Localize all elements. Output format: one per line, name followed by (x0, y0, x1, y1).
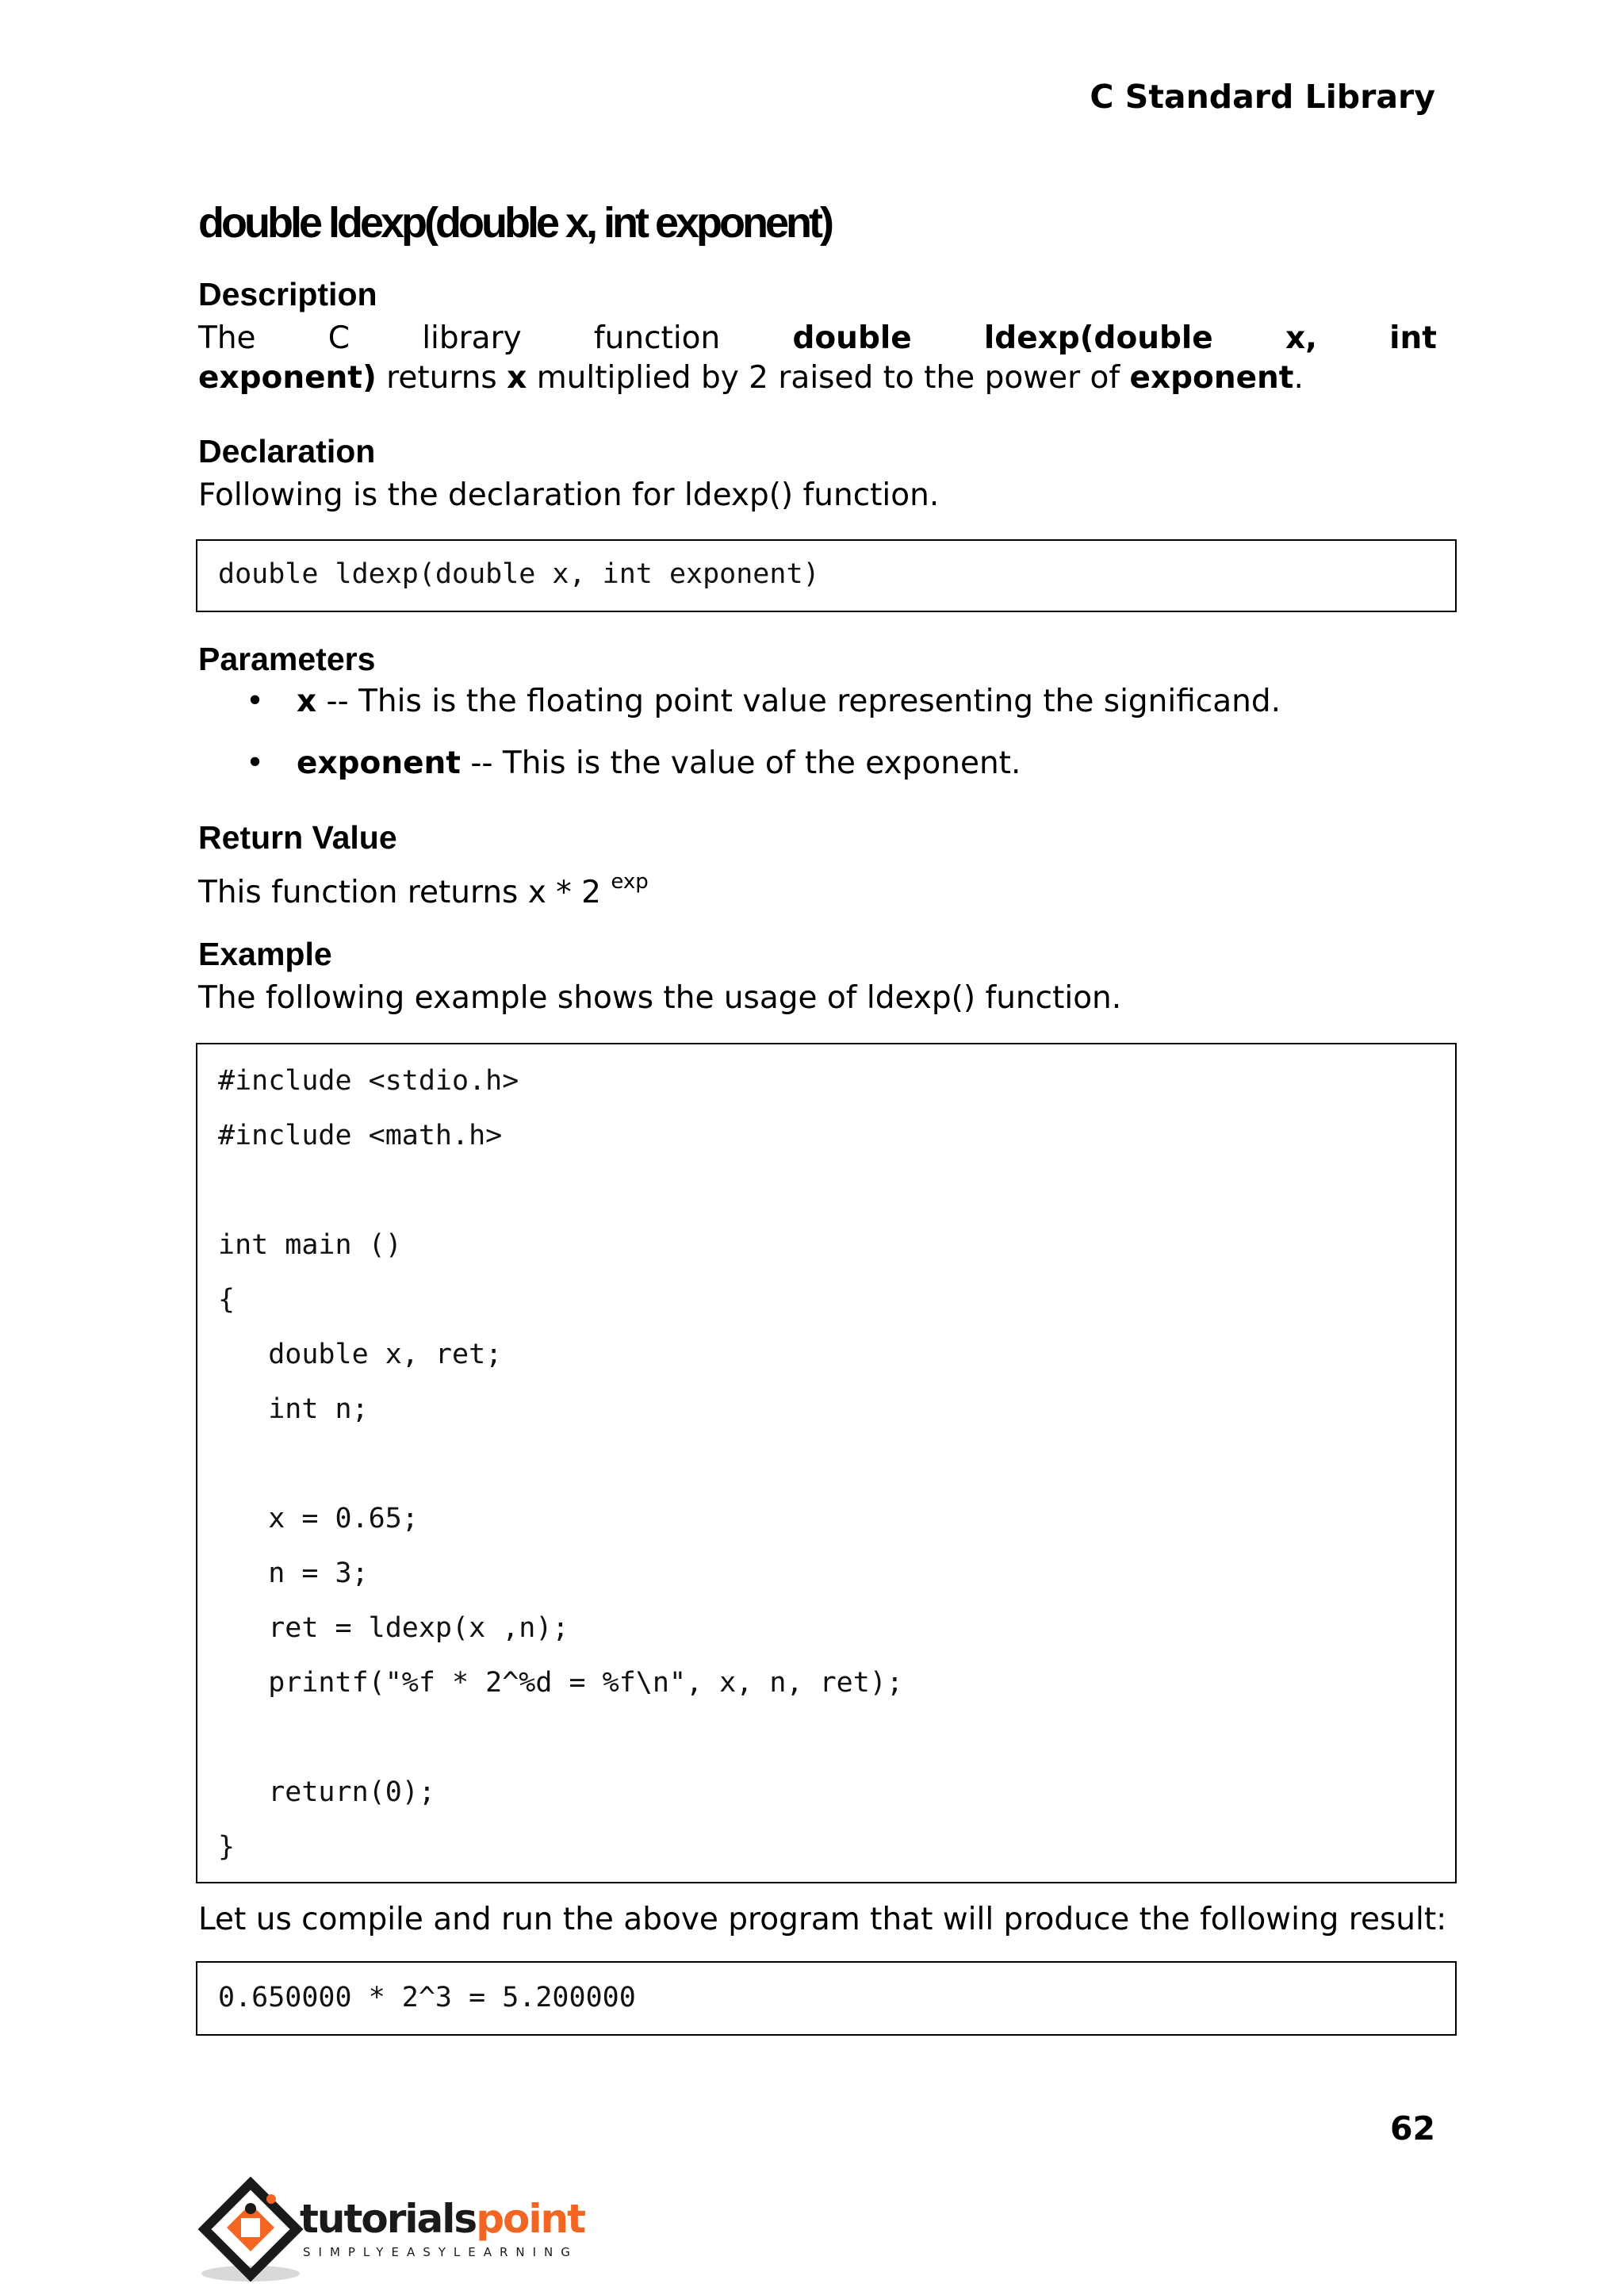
example-heading: Example (198, 936, 332, 972)
parameter-text (297, 745, 1021, 781)
code-line: } (218, 1831, 236, 1863)
word: The (198, 320, 256, 356)
example-text: The following example shows the usage of ldexp() function. (198, 980, 1122, 1016)
word: C (327, 320, 350, 356)
parameters-heading: Parameters (198, 641, 376, 677)
code-line: 0.650000 * 2^3 = 5.200000 (218, 1982, 636, 2013)
parameter-name: x (297, 684, 317, 719)
word: double (792, 320, 912, 356)
logo-graphic (195, 2177, 592, 2288)
bold-text: exponent) (198, 360, 377, 396)
code-line: n = 3; (218, 1557, 369, 1589)
code-line: return(0); (218, 1776, 435, 1808)
bullet-icon: • (246, 745, 265, 781)
code-line: #include <stdio.h> (218, 1065, 519, 1097)
parameter-item-x (246, 684, 1281, 719)
word: ldexp(double (983, 320, 1213, 356)
bullet-icon: • (246, 684, 265, 719)
page-number: 62 (1389, 2109, 1435, 2147)
text: returns (376, 360, 508, 396)
word: x, (1285, 320, 1317, 356)
code-line: double ldexp(double x, int exponent) (218, 558, 820, 590)
description-paragraph (198, 319, 1437, 398)
parameter-desc: -- This is the floating point value representing the significand. (316, 684, 1281, 719)
return-value-heading: Return Value (198, 819, 397, 856)
bold-text: exponent (1129, 360, 1294, 396)
bold-text: x (507, 360, 527, 396)
code-line: { (218, 1284, 236, 1316)
description-line-1 (198, 319, 1437, 358)
description-heading: Description (198, 276, 377, 312)
declaration-text: Following is the declaration for ldexp() function. (198, 477, 940, 513)
superscript: exp (611, 870, 649, 894)
text: . (1293, 360, 1304, 396)
code-line: x = 0.65; (218, 1503, 419, 1534)
text: multiplied by 2 raised to the power of (527, 360, 1130, 396)
logo-brand-part1: tutorials (300, 2196, 477, 2242)
word: int (1389, 320, 1437, 356)
parameter-desc: -- This is the value of the exponent. (460, 745, 1021, 781)
code-line: printf("%f * 2^%d = %f\n", x, n, ret); (218, 1667, 903, 1699)
declaration-code-box (196, 539, 1457, 612)
parameter-text (297, 684, 1281, 719)
example-code-box (196, 1043, 1457, 1883)
logo-emblem-icon (201, 2183, 300, 2282)
svg-text:tutorialspoint (300, 2196, 585, 2242)
text: This function returns x * 2 (198, 875, 611, 910)
parameter-item-exponent (246, 745, 1021, 781)
page-title: double ldexp(double x, int exponent) (198, 199, 831, 247)
code-line: #include <math.h> (218, 1120, 503, 1151)
word: library (422, 320, 522, 356)
return-value-text (198, 862, 649, 913)
code-line: int main () (218, 1229, 402, 1261)
logo-tagline: SIMPLYEASYLEARNING (303, 2245, 578, 2259)
code-line: double x, ret; (218, 1339, 503, 1370)
running-header: C Standard Library (1090, 78, 1435, 116)
description-line-2 (198, 358, 1437, 398)
declaration-heading: Declaration (198, 433, 376, 469)
word: function (593, 320, 721, 356)
logo-brand-part2: point (476, 2196, 584, 2242)
tutorialspoint-logo (195, 2177, 592, 2291)
code-line: int n; (218, 1393, 369, 1425)
parameter-name: exponent (297, 745, 461, 781)
result-code-box (196, 1961, 1457, 2036)
code-line: ret = ldexp(x ,n); (218, 1612, 569, 1644)
result-intro-text: Let us compile and run the above program that will produce the following result: (198, 1902, 1447, 1937)
